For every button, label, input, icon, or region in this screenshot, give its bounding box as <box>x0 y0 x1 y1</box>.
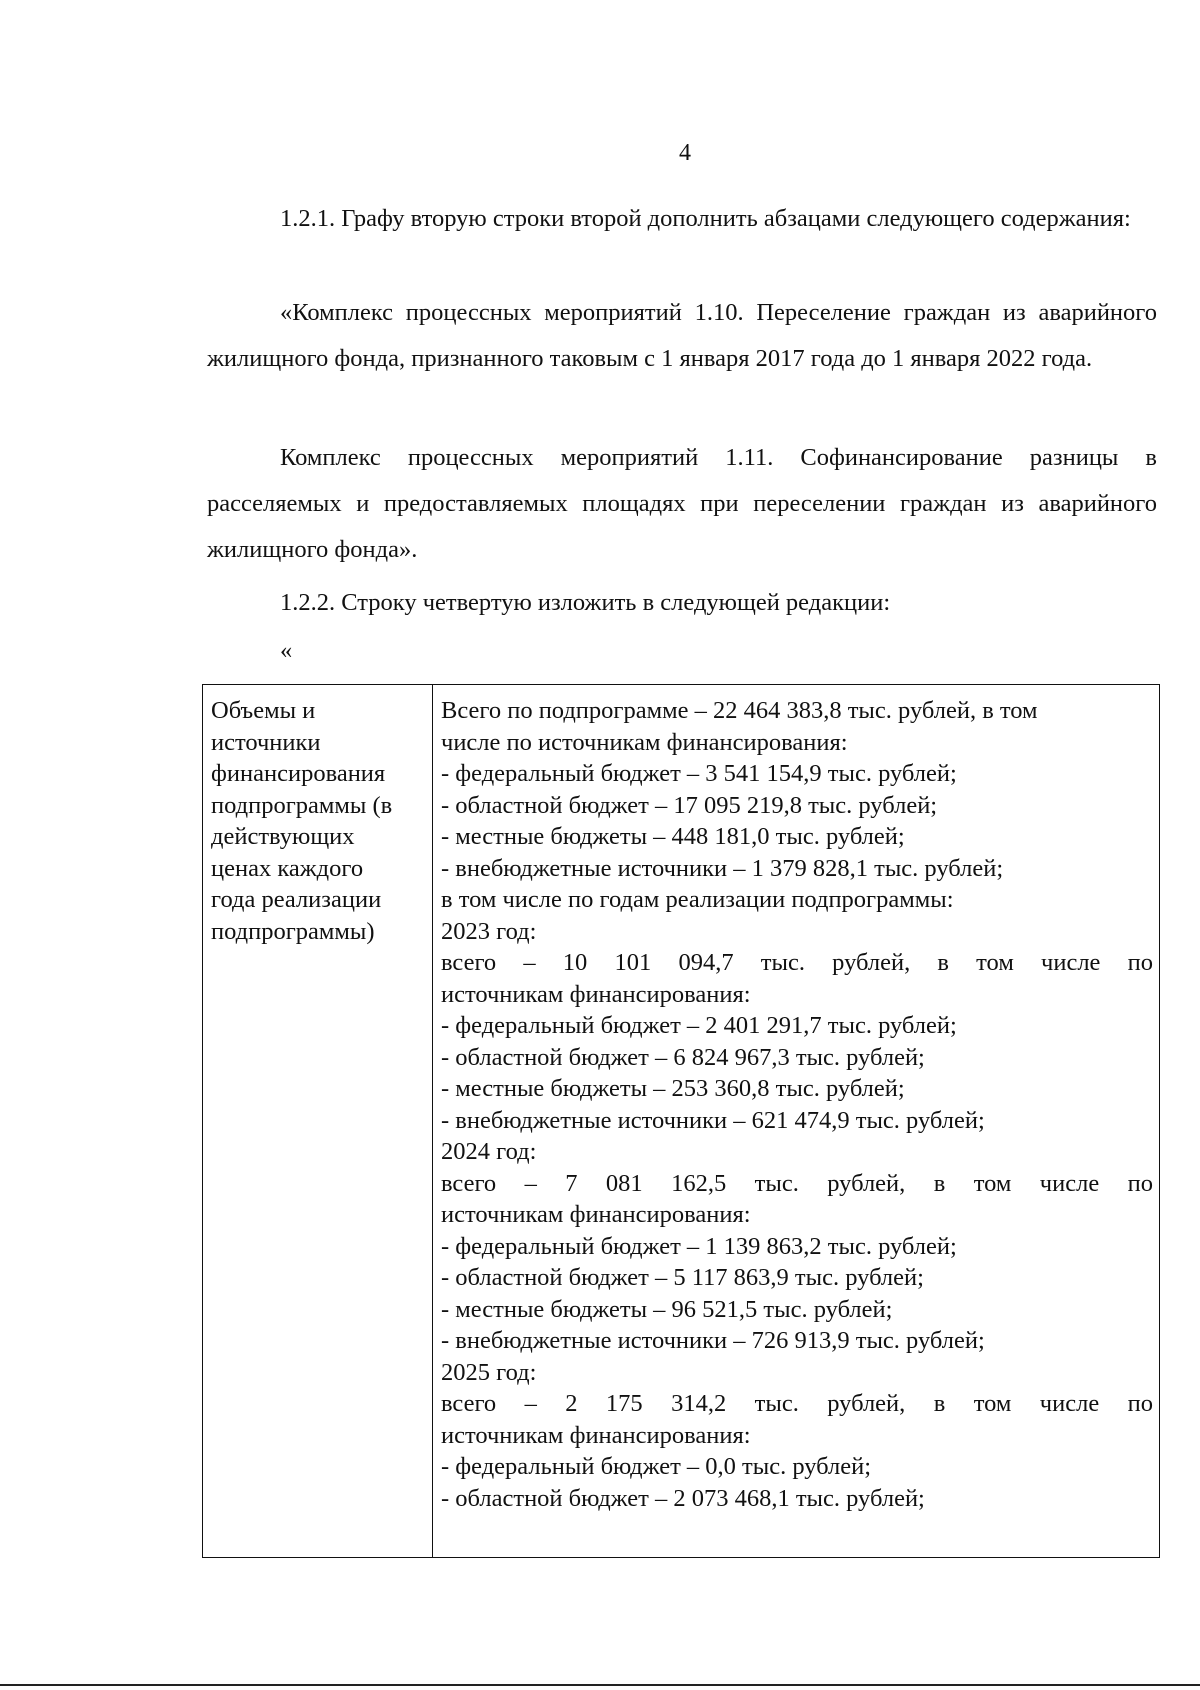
opening-quote: « <box>280 637 293 664</box>
value-line: 2023 год: <box>441 917 537 945</box>
value-line: - местные бюджеты – 448 181,0 тыс. рублей; <box>441 823 905 850</box>
value-line: - областной бюджет – 2 073 468,1 тыс. рублей; <box>441 1484 925 1512</box>
paragraph-1-2-2: 1.2.2. Строку четвертую изложить в следующей редакции: <box>280 589 891 616</box>
value-line: 2024 год: <box>441 1138 537 1165</box>
value-line: числе по источникам финансирования: <box>441 728 848 756</box>
value-line: - местные бюджеты – 253 360,8 тыс. рублей; <box>441 1075 905 1102</box>
paragraph-complex-1-10: «Комплекс процессных мероприятий 1.10. Переселение граждан из аварийного жилищного фонда, признанного таковым с 1 января 2017 года до 1 января 2022 года. <box>207 299 1157 372</box>
value-line: источникам финансирования: <box>441 1421 751 1449</box>
value-line: - федеральный бюджет – 2 401 291,7 тыс. рублей; <box>441 1012 957 1039</box>
label-line: действующих <box>211 823 355 850</box>
page-number: 4 <box>679 140 691 166</box>
paragraph-complex-1-11: Комплекс процессных мероприятий 1.11. Софинансирование разницы в расселяемых и предоставляемых площадях при переселении граждан из аварийного жилищного фонда». <box>207 444 1157 563</box>
label-line: финансирования <box>211 760 386 787</box>
label-line: подпрограммы) <box>211 917 375 945</box>
label-line: подпрограммы (в <box>211 791 393 819</box>
value-line: в том числе по годам реализации подпрограммы: <box>441 886 954 913</box>
value-line-justified: всего – 10 101 094,7 тыс. рублей, в том числе по <box>441 949 1153 976</box>
value-line: - областной бюджет – 5 117 863,9 тыс. рублей; <box>441 1264 924 1291</box>
value-line: источникам финансирования: <box>441 980 751 1008</box>
value-line: - областной бюджет – 17 095 219,8 тыс. рублей; <box>441 791 938 819</box>
value-line: Всего по подпрограмме – 22 464 383,8 тыс. рублей, в том <box>441 697 1038 724</box>
value-line: источникам финансирования: <box>441 1201 751 1228</box>
bottom-scan-edge <box>0 1684 1200 1686</box>
value-line: - федеральный бюджет – 3 541 154,9 тыс. рублей; <box>441 760 957 787</box>
value-line: - федеральный бюджет – 0,0 тыс. рублей; <box>441 1453 872 1480</box>
value-line: - федеральный бюджет – 1 139 863,2 тыс. рублей; <box>441 1232 957 1260</box>
value-line: - внебюджетные источники – 726 913,9 тыс. рублей; <box>441 1327 985 1354</box>
label-line: ценах каждого <box>211 854 364 882</box>
table-row-label-cell <box>203 685 433 1557</box>
value-line: 2025 год: <box>441 1358 537 1386</box>
value-line: - внебюджетные источники – 1 379 828,1 тыс. рублей; <box>441 854 1004 882</box>
funding-table <box>202 684 1160 1558</box>
value-line: - областной бюджет – 6 824 967,3 тыс. рублей; <box>441 1043 925 1071</box>
value-line: - внебюджетные источники – 621 474,9 тыс. рублей; <box>441 1106 985 1134</box>
paragraph-1-2-1: 1.2.1. Графу вторую строки второй дополнить абзацами следующего содержания: <box>280 205 1131 232</box>
label-line: Объемы и <box>211 697 316 724</box>
value-line-justified: всего – 7 081 162,5 тыс. рублей, в том числе по <box>441 1169 1153 1197</box>
value-line: - местные бюджеты – 96 521,5 тыс. рублей; <box>441 1295 893 1323</box>
value-line-justified: всего – 2 175 314,2 тыс. рублей, в том числе по <box>441 1390 1153 1417</box>
label-line: года реализации <box>211 886 382 913</box>
table-row-value-cell <box>433 685 1159 1557</box>
label-line: источники <box>211 728 321 756</box>
